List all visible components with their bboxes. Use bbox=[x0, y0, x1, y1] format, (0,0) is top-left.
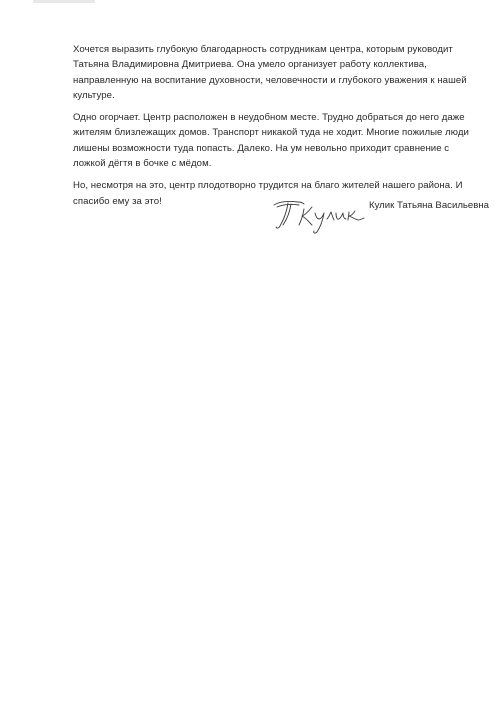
author-name: Кулик Татьяна Васильевна bbox=[369, 200, 489, 211]
scan-edge-mark bbox=[33, 0, 95, 3]
letter-body bbox=[73, 42, 473, 216]
paragraph-thanks: Но, несмотря на это, центр плодотворно трудится на благо жителей нашего района. И спасибо ему за это! bbox=[73, 180, 463, 207]
signature-block bbox=[268, 192, 489, 236]
handwritten-signature bbox=[268, 192, 366, 236]
paragraph-gratitude: Хочется выразить глубокую благодарность сотрудникам центра, которым руководит Татьяна Владимировна Дмитриева. Она умело организует работу коллектива, направленную на воспитание духовности, человечности и глубокого уважения к нашей культуре. bbox=[73, 44, 467, 101]
paragraph-complaint: Одно огорчает. Центр расположен в неудобном месте. Трудно добраться до него даже жителям близлежащих домов. Транспорт никакой туда не ходит. Многие пожилые люди лишены возможности туда попасть. Далеко. На ум невольно приходит сравнение с ложкой дёгтя в бочке с мёдом. bbox=[73, 112, 469, 170]
